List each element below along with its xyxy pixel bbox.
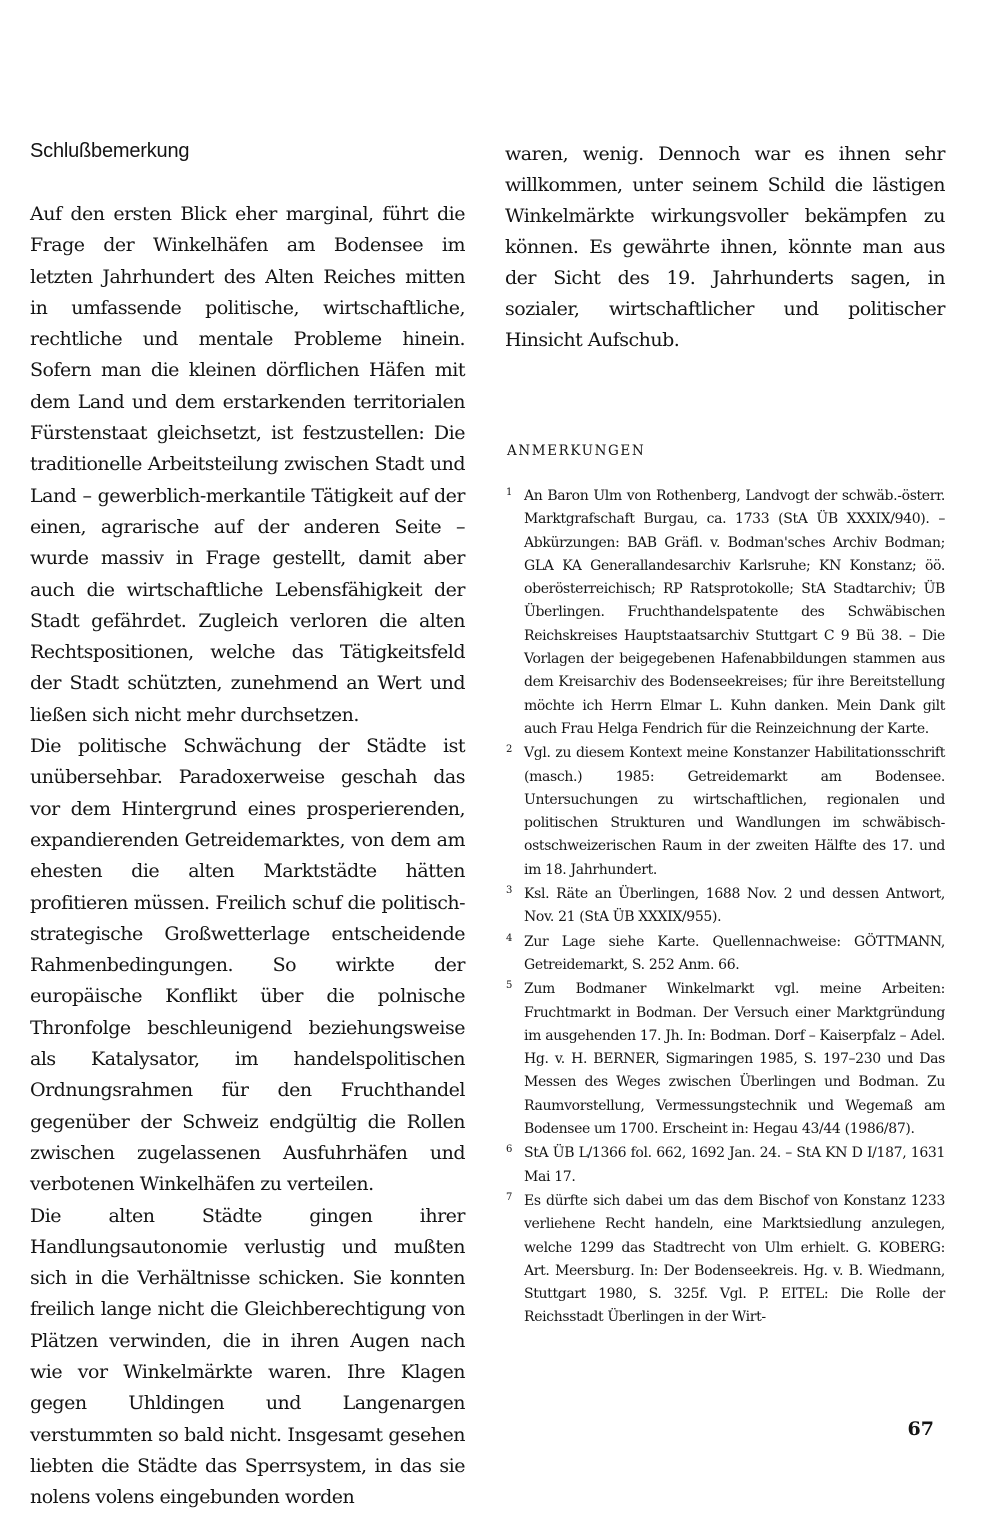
footnote-number: 6 (506, 1138, 512, 1161)
footnote (505, 1190, 945, 1330)
right-column (505, 140, 945, 1331)
notes-heading: ANMERKUNGEN (507, 443, 945, 459)
footnote-text: Zur Lage siehe Karte. Quellennachweise: GÖTTMANN, Getreidemarkt, S. 252 Anm. 66. (524, 934, 945, 973)
footnote-text: An Baron Ulm von Rothenberg, Landvogt der schwäb.-österr. Marktgrafschaft Burgau, ca. 1733 (StA ÜB XXXIX/940). – Abkürzungen: BAB Gräfl. v. Bodman'sches Archiv Bodman; GLA KA Generallandesarchiv Karlsruhe; KN Konstanz; öö. oberösterreichisch; RP Ratsprotokolle; StA Stadtarchiv; ÜB Überlingen. Fruchthandelspatente des Schwäbischen Reichskreises Hauptstaatsarchiv Stuttgart C 9 Bü 38. – Die Vorlagen der beigegebenen Hafenabbildungen stammen aus dem Kreisarchiv des Bodenseekreises; für ihre Bereitstellung möchte ich Herrn Elmar L. Kuhn danken. Mein Dank gilt auch Frau Helga Fendrich für die Reinzeichnung der Karte. (524, 488, 945, 737)
footnote (505, 978, 945, 1141)
footnote (505, 742, 945, 882)
page-number: 67 (908, 1418, 934, 1440)
right-body-text (505, 139, 945, 356)
paragraph: Die alten Städte gingen ihrer Handlungsautonomie verlustig und mußten sich in die Verhältnisse schicken. Sie konnten freilich lange nicht die Gleichberechtigung von Plätzen verwinden, die in ihren Augen nach wie vor Winkelmärkte waren. Ihre Klagen gegen Uhldingen und Langenargen verstummten so bald nicht. Insgesamt gesehen liebten die Städte das Sperrsystem, in das sie nolens volens eingebunden worden (30, 1201, 465, 1513)
footnote-number: 4 (506, 927, 512, 950)
section-heading: Schlußbemerkung (30, 140, 465, 163)
footnote-number: 7 (506, 1186, 512, 1209)
footnote (505, 1142, 945, 1189)
left-body-text (30, 199, 465, 1513)
paragraph: waren, wenig. Dennoch war es ihnen sehr willkommen, unter seinem Schild die lästigen Winkelmärkte wirkungsvoller bekämpfen zu können. Es gewährte ihnen, könnte man aus der Sicht des 19. Jahrhunderts sagen, in sozialer, wirtschaftlicher und politischer Hinsicht Aufschub. (505, 139, 945, 356)
footnote-text: Es dürfte sich dabei um das dem Bischof von Konstanz 1233 verliehene Recht handeln, eine Marktsiedlung anzulegen, welche 1299 das Stadtrecht von Ulm erhielt. G. KOBERG: Art. Meersburg. In: Der Bodenseekreis. Hg. v. B. Wiedmann, Stuttgart 1980, S. 325f. Vgl. P. EITEL: Die Rolle der Reichsstadt Überlingen in der Wirt- (524, 1193, 945, 1325)
footnote (505, 485, 945, 741)
footnote-number: 1 (506, 481, 512, 504)
footnote (505, 931, 945, 978)
footnote-number: 2 (506, 738, 512, 761)
footnote (505, 883, 945, 930)
footnote-number: 3 (506, 879, 512, 902)
footnote-text: Vgl. zu diesem Kontext meine Konstanzer Habilitationsschrift (masch.) 1985: Getreidemarkt am Bodensee. Untersuchungen zu wirtschaftlichen, regionalen und politischen Strukturen und Wandlungen im schwäbisch-ostschweizerischen Raum in der zweiten Hälfte des 17. und im 18. Jahrhundert. (524, 745, 945, 877)
footnote-text: Zum Bodmaner Winkelmarkt vgl. meine Arbeiten: Fruchtmarkt in Bodman. Der Versuch einer Marktgründung im ausgehenden 17. Jh. In: Bodman. Dorf – Kaiserpfalz – Adel. Hg. v. H. BERNER, Sigmaringen 1985, S. 197–230 und Das Messen des Weges zwischen Überlingen und Bodman. Zu Raumvorstellung, Vermessungstechnik und Wegemaß am Bodensee um 1700. Erscheint in: Hegau 43/44 (1986/87). (524, 981, 945, 1137)
paragraph: Auf den ersten Blick eher marginal, führt die Frage der Winkelhäfen am Bodensee im letzten Jahrhundert des Alten Reiches mitten in umfassende politische, wirtschaftliche, rechtliche und mentale Probleme hinein. Sofern man die kleinen dörflichen Häfen mit dem Land und dem erstarkenden territorialen Fürstenstaat gleichsetzt, ist festzustellen: Die traditionelle Arbeitsteilung zwischen Stadt und Land – gewerblich-merkantile Tätigkeit auf der einen, agrarische auf der anderen Seite – wurde massiv in Frage gestellt, damit aber auch die wirtschaftliche Lebensfähigkeit der Stadt gefährdet. Zugleich verloren die alten Rechtspositionen, welche das Tätigkeitsfeld der Stadt schützten, zunehmend an Wert und ließen sich nicht mehr durchsetzen. (30, 199, 465, 731)
footnotes-list (505, 485, 945, 1330)
footnote-text: Ksl. Räte an Überlingen, 1688 Nov. 2 und dessen Antwort, Nov. 21 (StA ÜB XXXIX/955). (524, 886, 945, 925)
footnote-number: 5 (506, 974, 512, 997)
paragraph: Die politische Schwächung der Städte ist unübersehbar. Paradoxerweise geschah das vor dem Hintergrund eines prosperierenden, expandierenden Getreidemarktes, von dem am ehesten die alten Marktstädte hätten profitieren müssen. Freilich schuf die politisch-strategische Großwetterlage entscheidende Rahmenbedingungen. So wirkte der europäische Konflikt über die polnische Thronfolge beschleunigend beziehungsweise als Katalysator, im handelspolitischen Ordnungsrahmen für den Fruchthandel gegenüber der Schweiz endgültig die Rollen zwischen zugelassenen Ausfuhrhäfen und verbotenen Winkelhäfen zu verteilen. (30, 731, 465, 1200)
left-column (30, 140, 465, 1513)
footnote-text: StA ÜB L/1366 fol. 662, 1692 Jan. 24. – StA KN D I/187, 1631 Mai 17. (524, 1145, 945, 1184)
